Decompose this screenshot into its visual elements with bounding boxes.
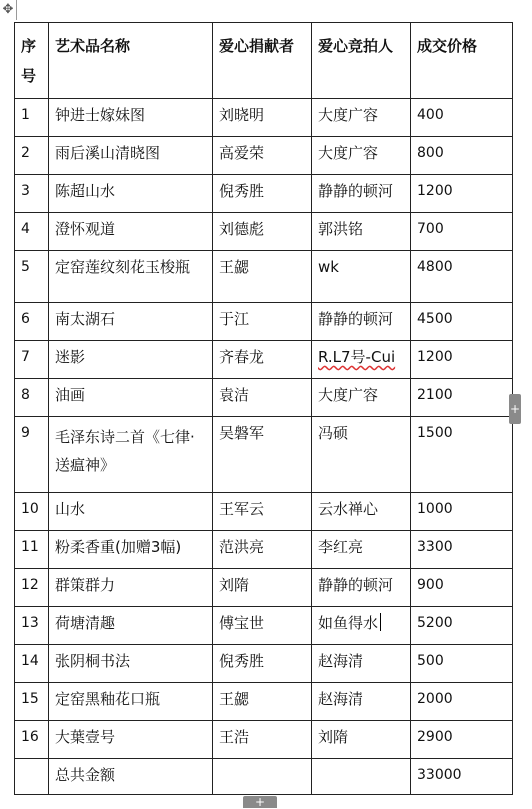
cell-bidder[interactable]: 赵海清	[312, 683, 411, 721]
cell-artwork[interactable]: 澄怀观道	[49, 213, 213, 251]
total-label[interactable]: 总共金额	[49, 759, 213, 795]
cell-donor[interactable]: 刘晓明	[213, 99, 312, 137]
table-row	[15, 99, 513, 137]
header-cell-price[interactable]: 成交价格	[411, 23, 513, 99]
cell-price[interactable]: 400	[411, 99, 513, 137]
cell-artwork[interactable]: 钟进士嫁妹图	[49, 99, 213, 137]
table-row	[15, 137, 513, 175]
cell-price[interactable]: 1200	[411, 175, 513, 213]
cell-bidder[interactable]: 冯硕	[312, 417, 411, 493]
cell-index[interactable]: 10	[15, 493, 49, 531]
cell-bidder[interactable]: 大度广容	[312, 379, 411, 417]
cell-price[interactable]: 1500	[411, 417, 513, 493]
page-corner-mark	[16, 0, 17, 20]
cell-bidder[interactable]: 李红亮	[312, 531, 411, 569]
cell-price[interactable]: 3300	[411, 531, 513, 569]
header-cell-index[interactable]: 序号	[15, 23, 49, 99]
cell-bidder[interactable]: 大度广容	[312, 137, 411, 175]
cell-bidder[interactable]: wk	[312, 251, 411, 303]
spellcheck-flagged-text: R.L7号-Cui	[318, 348, 396, 366]
cell-artwork[interactable]: 山水	[49, 493, 213, 531]
cell-price[interactable]: 1200	[411, 341, 513, 379]
cell-donor[interactable]: 袁洁	[213, 379, 312, 417]
cell-bidder[interactable]: 赵海清	[312, 645, 411, 683]
cell-donor[interactable]: 王勰	[213, 251, 312, 303]
cell-bidder[interactable]: 静静的顿河	[312, 303, 411, 341]
table-move-handle-icon[interactable]: ✥	[2, 2, 14, 17]
auction-table	[14, 22, 513, 795]
table-row	[15, 303, 513, 341]
cell-artwork[interactable]: 群策群力	[49, 569, 213, 607]
table-row	[15, 493, 513, 531]
cell-artwork[interactable]: 大葉壹号	[49, 721, 213, 759]
cell-artwork[interactable]: 雨后溪山清晓图	[49, 137, 213, 175]
cell-price[interactable]: 900	[411, 569, 513, 607]
cell-artwork[interactable]: 定窑莲纹刻花玉梭瓶	[49, 251, 213, 303]
cell-donor[interactable]: 刘德彪	[213, 213, 312, 251]
table-row	[15, 683, 513, 721]
cell-donor[interactable]: 倪秀胜	[213, 175, 312, 213]
cell-artwork[interactable]: 油画	[49, 379, 213, 417]
table-row	[15, 251, 513, 303]
cell-artwork[interactable]: 粉柔香重(加赠3幅)	[49, 531, 213, 569]
table-row	[15, 175, 513, 213]
table-row	[15, 607, 513, 645]
cell-index[interactable]: 15	[15, 683, 49, 721]
table-total-row	[15, 759, 513, 795]
cell-donor[interactable]: 于江	[213, 303, 312, 341]
cell-index[interactable]: 14	[15, 645, 49, 683]
cell-bidder-empty[interactable]	[312, 759, 411, 795]
text-cursor	[380, 613, 381, 631]
table-row	[15, 341, 513, 379]
header-cell-bidder[interactable]: 爱心竞拍人	[312, 23, 411, 99]
add-row-icon[interactable]: +	[243, 796, 277, 808]
cell-price[interactable]: 4500	[411, 303, 513, 341]
cell-index[interactable]: 2	[15, 137, 49, 175]
cell-bidder-text: 如鱼得水	[318, 614, 379, 632]
cell-donor[interactable]: 高爱荣	[213, 137, 312, 175]
cell-donor[interactable]: 范洪亮	[213, 531, 312, 569]
table-row	[15, 569, 513, 607]
cell-index[interactable]: 9	[15, 417, 49, 493]
table-row	[15, 721, 513, 759]
table-row	[15, 379, 513, 417]
cell-artwork[interactable]: 毛泽东诗二首《七律·送瘟神》	[49, 417, 213, 493]
table-row	[15, 213, 513, 251]
cell-donor[interactable]: 倪秀胜	[213, 645, 312, 683]
cell-index[interactable]: 12	[15, 569, 49, 607]
cell-bidder[interactable]: 刘隋	[312, 721, 411, 759]
table-row	[15, 417, 513, 493]
cell-price[interactable]: 2900	[411, 721, 513, 759]
cell-index[interactable]: 3	[15, 175, 49, 213]
cell-index[interactable]: 6	[15, 303, 49, 341]
table-header-row	[15, 23, 513, 99]
cell-bidder[interactable]: 静静的顿河	[312, 175, 411, 213]
cell-price[interactable]: 4800	[411, 251, 513, 303]
cell-donor[interactable]: 王勰	[213, 683, 312, 721]
cell-price[interactable]: 700	[411, 213, 513, 251]
cell-index[interactable]: 7	[15, 341, 49, 379]
cell-bidder[interactable]	[312, 341, 411, 379]
cell-index[interactable]: 8	[15, 379, 49, 417]
add-column-icon[interactable]: +	[509, 394, 521, 424]
cell-donor[interactable]: 王军云	[213, 493, 312, 531]
cell-donor[interactable]: 刘隋	[213, 569, 312, 607]
cell-index[interactable]: 13	[15, 607, 49, 645]
cell-donor[interactable]: 王浩	[213, 721, 312, 759]
cell-artwork[interactable]: 荷塘清趣	[49, 607, 213, 645]
header-cell-donor[interactable]: 爱心捐献者	[213, 23, 312, 99]
cell-artwork[interactable]: 定窑黑釉花口瓶	[49, 683, 213, 721]
total-value[interactable]: 33000	[411, 759, 513, 795]
cell-price[interactable]: 1000	[411, 493, 513, 531]
cell-donor-empty[interactable]	[213, 759, 312, 795]
cell-bidder[interactable]: 云水禅心	[312, 493, 411, 531]
cell-price[interactable]: 5200	[411, 607, 513, 645]
cell-donor[interactable]: 齐春龙	[213, 341, 312, 379]
cell-artwork[interactable]: 迷影	[49, 341, 213, 379]
cell-price[interactable]: 500	[411, 645, 513, 683]
cell-bidder[interactable]	[312, 607, 411, 645]
cell-price[interactable]: 2100	[411, 379, 513, 417]
cell-price[interactable]: 800	[411, 137, 513, 175]
cell-bidder[interactable]: 郭洪铭	[312, 213, 411, 251]
cell-artwork[interactable]: 南太湖石	[49, 303, 213, 341]
cell-index[interactable]: 16	[15, 721, 49, 759]
cell-donor[interactable]: 傅宝世	[213, 607, 312, 645]
cell-donor[interactable]: 吴磐军	[213, 417, 312, 493]
table-row	[15, 531, 513, 569]
cell-artwork[interactable]: 陈超山水	[49, 175, 213, 213]
cell-index-empty[interactable]	[15, 759, 49, 795]
cell-bidder[interactable]: 静静的顿河	[312, 569, 411, 607]
header-cell-artwork[interactable]: 艺术品名称	[49, 23, 213, 99]
cell-index[interactable]: 5	[15, 251, 49, 303]
cell-artwork[interactable]: 张阴桐书法	[49, 645, 213, 683]
cell-index[interactable]: 1	[15, 99, 49, 137]
cell-bidder[interactable]: 大度广容	[312, 99, 411, 137]
table-row	[15, 645, 513, 683]
cell-price[interactable]: 2000	[411, 683, 513, 721]
cell-index[interactable]: 4	[15, 213, 49, 251]
cell-index[interactable]: 11	[15, 531, 49, 569]
